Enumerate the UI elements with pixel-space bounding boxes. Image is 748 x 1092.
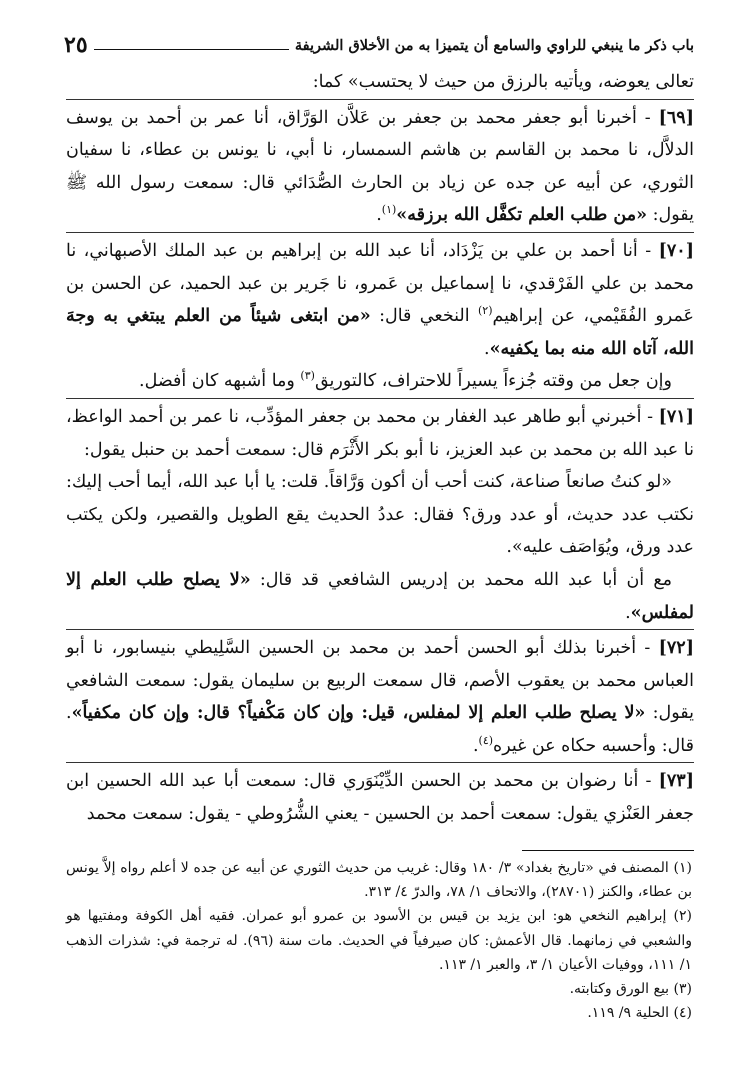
footnote-text: الحلية ٩/ ١١٩. [587,1005,670,1022]
footnote-3 [66,977,692,1001]
running-header [64,26,694,56]
matn-quote: «من طلب العلم تكفَّل الله برزقه» [396,205,648,226]
hadith-number: [٧٠] [658,240,694,261]
isnad-text: - أنا رضوان بن محمد بن الحسن الدِّيْنَوَري قال: سمعت أبا عبد الله الحسين ابن جعفر العَنْزي يقول: سمعت أحمد بن الحسين - يعني الشُّرُوطي - يقول: سمعت محمد [66,771,694,825]
running-title: باب ذكر ما ينبغي للراوي والسامع أن يتميزا به من الأخلاق الشريفة [294,36,694,54]
footnote-text: إبراهيم النخعي هو: ابن يزيد بن قيس بن الأسود بن عمرو أبو عمران. فقيه أهل الكوفة ومفتيها هو والشعبي في زمانهما. قال الأعمش: كان صيرفياً في الحديث. مات سنة (٩٦). له ترجمة في: شذرات الذهب ١/ ١١١، ووفيات الأعيان ١/ ٣، والعبر ١/ ١١٣. [66,908,692,973]
hadith-number: [٧٣] [658,771,694,792]
paragraph-shafii [66,564,694,629]
hadith-number: [٦٩] [658,107,694,128]
footnote-ref[interactable]: (٤) [478,734,494,748]
paragraph-ahmad-quote [66,466,694,564]
hadith-71 [66,398,694,466]
paragraph-text-cont: وما أشبهه كان أفضل. [139,371,301,392]
hadith-72 [66,629,694,762]
footnote-separator [522,850,694,851]
hadith-73 [66,762,694,830]
paragraph-continuation [66,66,694,99]
footnote-1 [66,856,692,904]
punctuation: . [376,205,382,226]
paragraph-text: مع أن أبا عبد الله محمد بن إدريس الشافعي قد قال: [250,569,673,590]
hadith-number: [٧٢] [658,638,694,659]
matn-quote: «من ابتغى شيئاً من العلم يبتغي به وجهَ الله، آتاه الله منه بما يكفيه» [66,306,694,359]
footnote-label: (٣) [673,981,692,998]
footnote-2 [66,904,692,977]
page-number: ٢٥ [64,32,88,58]
header-rule [94,49,289,50]
isnad-text: - أخبرني أبو طاهر عبد الغفار بن محمد بن جعفر المؤدِّب، نا عمر بن أحمد الواعظ، نا عبد الله بن محمد بن عبد العزيز، نا أبو بكر الأَثْرَم قال: سمعت أحمد بن حنبل يقول: [66,406,694,460]
punctuation: . [625,602,631,623]
footnote-text: بيع الورق وكتابته. [569,981,670,998]
punctuation: . [472,735,479,756]
footnote-label: (٤) [673,1005,692,1022]
footnote-text: المصنف في «تاريخ بغداد» ٣/ ١٨٠ وقال: غريب من حديث الثوري عن أبيه عن جده لا أعلم رواه إلاَّ يونس بن عطاء، والكنز (٢٨٧٠١)، والاتحاف ١/ ٧٨، والدرّ ٤/ ٣١٣. [66,860,692,901]
punctuation: . [483,338,490,359]
hadith-number: [٧١] [658,406,694,427]
paragraph-text: «لو كنتُ صانعاً صناعة، كنت أحب أن أكون وَرَّاقاً. قلت: يا أبا عبد الله، أيما أحب إليك: نكتب عدد حديث، أو عدد ورق؟ فقال: عددُ الحديث يقع الطويل والقصير، ولكن يكتب عدد ورق، ويُوَاصَف عليه». [66,472,694,558]
isnad-text: - أخبرنا بذلك أبو الحسن أحمد بن محمد بن الحسين السَّلِيطي بنيسابور، نا أبو العباس محمد بن يعقوب الأصم، قال سمعت الربيع بن سليمان يقول: سمعت الشافعي يقول: [66,638,694,724]
footnote-4 [66,1001,692,1025]
hadith-70 [66,232,694,365]
footnotes [66,856,692,1025]
main-text [66,66,694,831]
isnad-text: - أنا أحمد بن علي بن يَزْدَاد، أنا عبد الله بن إبراهيم بن عبد الملك الأصبهاني، نا محمد بن علي الفَرْقدي، نا إسماعيل بن عَمرو، نا جَرير بن عبد الحميد، عن الحسن بن عَمرو الفُقَيْمي، عن إبراهيم [66,240,695,327]
hadith-69 [66,99,694,232]
paragraph-text: تعالى يعوضه، ويأتيه بالرزق من حيث لا يحتسب» كما: [312,72,694,92]
footnote-ref[interactable]: (٣) [300,369,315,383]
isnad-text: - أخبرنا أبو جعفر محمد بن جعفر بن عَلاَّن الوَرَّاق، أنا عمر بن أحمد بن يوسف الدلاَّل، نا محمد بن القاسم بن هاشم السمسار، نا أبي، نا يونس بن عطاء، نا سفيان الثوري، عن أبيه عن جده عن زياد بن الحارث الصُّدَائي قال: سمعت رسول الله ﷺ يقول: [66,107,694,226]
paragraph-text: وإن جعل من وقته جُزءاً يسيراً للاحتراف، كالتوريق [314,371,672,392]
footnote-ref[interactable]: (١) [381,203,397,217]
paragraph-tawriq [66,365,694,398]
isnad-text-cont: . قال: وأحسبه حكاه عن غيره [66,703,694,756]
footnote-ref[interactable]: (٢) [477,304,493,318]
footnote-label: (١) [673,860,692,876]
matn-quote: «لا يصلح طلب العلم إلا لمفلس، قيل: وإن كان مَكْفياً؟ قال: وإن كان مكفياً» [71,703,646,724]
isnad-text-cont: النخعي قال: [370,306,478,327]
footnote-label: (٢) [673,908,692,925]
matn-quote: «لا يصلح طلب العلم إلا لمفلس» [66,569,694,623]
